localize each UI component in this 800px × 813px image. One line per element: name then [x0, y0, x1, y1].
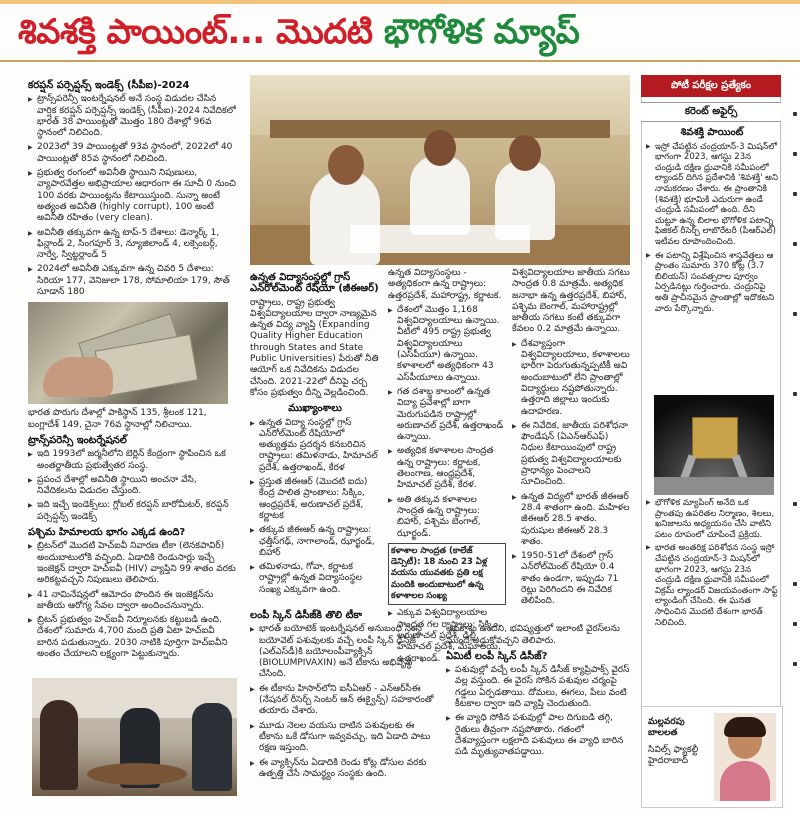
hiv-point-3: ▶ బ్రిటన్ ప్రభుత్వం హెచ్ఐవీ నిర్మూలనకు కట్టుబడి ఉంది. దేశంలో సుమారు 4,700 మంది ప్రతి ఏటా హెచ్ఐవీ బారిన పడుతున్నారు. 2030 నాటికి పూర్తిగా హెచ్ఐవీని అంతం చేయాలని లక్ష్యంగా పెట్టుకున్నారు.	[28, 615, 238, 660]
lumpy-point-3: ▶ మూడు నెలల వయసు దాటిన పశువులకు ఈ టీకాను ఒకే డోసుగా ఇవ్వవచ్చు. ఇది ఏడాది పాటు రక్షణ ఇస్తుంది.	[250, 721, 438, 755]
ger-point-2: ▶ ప్రస్తుత జీఈఆర్ (మొదటి ఐదు) కేంద్ర పాలిత ప్రాంతాలు: సిక్కిం, ఆంధ్రప్రదేశ్, అరుణాచల్ ప్రదేశ్, కర్ణాటక	[250, 477, 380, 522]
ti-point-1: ▶ ఇది 1993లో జర్మనీలోని బెర్లిన్ కేంద్రంగా స్థాపించిన ఒక అంతర్జాతీయ ప్రభుత్వేతర సంస్థ.	[28, 449, 238, 472]
heading-cpi: కరప్షన్ పర్సెప్షన్స్ ఇండెక్స్ (సీపీఐ)-2024	[28, 80, 190, 91]
heading-ger: ఉన్నత విద్యాసంస్థల్లో గ్రాస్ ఎన్‌రోల్‌మెంట్ రేషియో (జీఈఆర్)	[250, 272, 379, 295]
lumpy-continued: అవకాశం ఉందని, భవిష్యత్తులో ఇలాంటి వైరస్‌లను ముందే అడ్డుకోవచ్చని తెలిపారు.	[446, 624, 620, 646]
cpi-point-3: ▶ ప్రభుత్వ రంగంలో అవినీతి స్థాయిని నిపుణులు, వ్యాపారవేత్తల అభిప్రాయాల ఆధారంగా ఈ సూచీ 0 నుంచి 100 వరకు పాయింట్లను కేటాయిస్తుంది. సున్నా అంటే అత్యంత అవినీతి (highly corrupt), 100 అంటే అవినీతి రహితం (very clean).	[28, 168, 238, 224]
col4-point-6: విశ్వవిద్యాలయాల జాతీయ సగటు సాంద్రత 0.8 మాత్రమే. అత్యధిక జనాభా ఉన్న ఉత్తరప్రదేశ్, బిహార్, పశ్చిమ బెంగాల్, మహారాష్ట్రల్లో జాతీయ సగటు కంటే తక్కువగా కేవలం 0.2 మాత్రమే ఉన్నాయి.	[512, 268, 630, 335]
shivashakti-point-4: ▶ భారత అంతరిక్ష పరిశోధన సంస్థ ఇస్రో చేపట్టిన చంద్రయాన్-3 మిషన్‌లో భాగంగా 2023, ఆగస్టు 23న చంద్రుడి దక్షిణ ధ్రువానికి సమీపంలో విక్రమ్ ల్యాండర్ విజయవంతంగా సాఫ్ట్ ల్యాండింగ్ చేసింది. ఈ ఘనత సాధించిన మొదటి దేశంగా భారత్ నిలిచింది.	[646, 543, 778, 628]
lumpy-info-1: ▶ పశువుల్లో వచ్చే లంపీ స్కిన్ డిసీజ్ క్యాప్రిపాక్స్ వైరస్ వల్ల వస్తుంది. ఈ వైరస్ సోకిన పశువుల చర్మంపై గడ్డలు ఏర్పడతాయి. దోమలు, ఈగలు, పేలు వంటి కీటకాల ద్వారా ఇది వ్యాప్తి చెందుతుంది.	[446, 665, 630, 710]
col4-point-9: ▶ ఉన్నత విద్యలో భారత్ జీఈఆర్ 28.4 శాతంగా ఉంది. మహిళల జీఈఆర్ 28.5 శాతం. పురుషుల జీఈఆర్ 28.3 శాతం.	[512, 492, 630, 548]
ger-intro: రాష్ట్రాలు, రాష్ట్ర ప్రభుత్వ విశ్వవిద్యాలయాల ద్వారా నాణ్యమైన ఉన్నత విద్య వ్యాప్తి (Expanding Quality Higher Education through States and State Public Universities) పేరుతో నీతి ఆయోగ్ ఒక నివేదికను విడుదల చేసింది. 2021-22లో దీనిపై చర్చ కోసం ప్రభుత్వం దీన్ని వెల్లడించింది.	[250, 297, 379, 398]
shivashakti-point-1: ▶ ఇస్రో చేపట్టిన చంద్రయాన్-3 మిషన్‌లో భాగంగా 2023, ఆగస్టు 23న చంద్రుడి దక్షిణ ధ్రువానికి సమీపంలో ల్యాండర్ దిగిన ప్రదేశానికి 'శివశక్తి' అని నామకరణం చేశారు. ఈ ప్రాంతానికి (శివశక్తి) భూమికి ఎదురుగా ఉండే చంద్రుడి సమీపంలో ఉంది. దీని చుట్టూ ఉన్న బిలాల భౌగోళిక పటాన్ని ఫిజికల్ రీసెర్చ్ లాబొరేటరీ (పీఆర్ఎల్) ఇటీవల రూపొందించింది.	[646, 142, 778, 248]
meeting-photo	[32, 678, 237, 796]
ti-point-2: ▶ ప్రపంచ దేశాల్లో అవినీతి స్థాయిని అంచనా వేసి, నివేదికలను విడుదల చేస్తుంది.	[28, 475, 238, 498]
headline-part-green: భౌగోళిక మ్యాప్	[383, 12, 580, 52]
ger-point-1: ▶ ఉన్నత విద్యా సంస్థల్లో గ్రాస్ ఎన్‌రోల్‌మెంట్ రేషియోలో అత్యుత్తమ ప్రదర్శన కనబరిచిన రాష్ట్రాలు: తమిళనాడు, హిమాచల్ ప్రదేశ్, ఉత్తరాఖండ్, కేరళ	[250, 418, 380, 474]
col4-point-10: ▶ 1950-51లో దేశంలో గ్రాస్ ఎన్‌రోల్‌మెంట్ రేషియో 0.4 శాతం ఉండగా, ఇప్పుడు 71 రెట్లు పెరిగిందని ఈ నివేదిక తెలిపింది.	[512, 551, 630, 607]
ti-point-3: ▶ ఇది ఇచ్చే ఇండెక్స్‌లు: గ్లోబల్ కరప్షన్ బారోమీటర్, కరప్షన్ పర్సెప్షన్స్ ఇండెక్స్	[28, 500, 238, 523]
top-color-band	[0, 0, 800, 4]
cpi-point-4: ▶ అవినీతి తక్కువగా ఉన్న టాప్-5 దేశాలు: డెన్మార్క్ 1, ఫిన్లాండ్ 2, సింగపూర్ 3, న్యూజిలాండ్ 4, లక్సెంబర్గ్, నార్వే, స్విట్జర్లాండ్ 5	[28, 228, 238, 262]
heading-ti: ట్రాన్స్‌పరెన్సీ ఇంటర్నేషనల్	[28, 434, 127, 446]
heading-lumpy-vaccine: లంపీ స్కిన్ డిసీజ్‌కి తొలి టీకా	[250, 610, 362, 621]
lumpy-point-1: ▶ భారత్ బయోటెక్ ఇంటర్నేషనల్ అనుబంధ సంస్థ బయోవెట్ పశువులకు వచ్చే లంపీ స్కిన్ డిసీజ్ (ఎల్ఎస్‌డీ)కి బయోలంపీవ్యాక్సిన్ (BIOLUMPIVAXIN) అనే టీకాను అభివృద్ధి చేసింది.	[250, 624, 438, 680]
author-photo	[714, 713, 776, 801]
col3-point-1: ▶ దేశంలో మొత్తం 1,168 విశ్వవిద్యాలయాలు ఉన్నాయి. వీటిలో 495 రాష్ట్ర ప్రభుత్వ విశ్వవిద్యాలయాలు (ఎస్‌పీయూ) ఉన్నాయి. కళాశాలలో అత్యధికంగా 43 ఎస్‌పీయూలు ఉన్నాయి.	[388, 305, 506, 384]
heading-highlights: ముఖ్యాంశాలు	[288, 403, 342, 415]
author-place: హైదరాబాద్	[648, 756, 689, 766]
cpi-point-2: ▶ 2023లో 39 పాయింట్లతో 93వ స్థానంలో, 2022లో 40 పాయింట్లతో 85వ స్థానంలో నిలిచింది.	[28, 142, 238, 165]
headline-part-red: శివశక్తి పాయింట్... మొదటి	[18, 12, 384, 52]
heading-hiv: పశ్చిమ హిమాలయ భాగం ఎక్కడ ఉంది?	[28, 527, 186, 539]
page-headline	[18, 6, 798, 58]
ger-point-4: ▶ తమిళనాడు, గోవా, కర్ణాటక రాష్ట్రాల్లో ఉన్నత విద్యాసంస్థల సంఖ్య ఎక్కువగా ఉంది.	[250, 562, 380, 596]
shivashakti-point-2: ▶ ఈ పటాన్ని విశ్లేషించిన శాస్త్రవేత్తలు ఆ ప్రాంతం సుమారు 370 కోట్ల (3.7 బిలియన్) సంవత్సరాల పూర్వం ఏర్పడినట్లు గుర్తించారు. చంద్రునిపై అతి ప్రాచీనమైన ప్రాంతాల్లో ఇదొకటని వారు పేర్కొన్నారు.	[646, 251, 778, 315]
lumpy-point-4: ▶ ఈ వ్యాక్సిన్‌ను ఏడాదికి రెండు కోట్ల డోసుల వరకు ఉత్పత్తి చేసే సామర్థ్యం సంస్థకు ఉంది.	[250, 758, 438, 781]
lumpy-point-2: ▶ ఈ టీకాను హిసార్‌లోని ఐసీఏఆర్ - ఎన్ఆర్‌సీఈ (నేషనల్ రీసెర్చ్ సెంటర్ ఆన్ ఈక్వైన్స్) సహకారంతో తయారు చేశారు.	[250, 684, 438, 718]
author-box	[641, 706, 783, 808]
hiv-point-1: ▶ బ్రిటన్‌లో మొదటి హెచ్ఐవీ నివారణ టీకా (లెనకపావిర్) అందుబాటులోకి వచ్చింది. ఏడాదికి రెండుసార్లు ఇచ్చే ఇంజెక్షన్ ద్వారా హెచ్ఐవీ (HIV) వ్యాప్తిని 99 శాతం వరకు అరికట్టవచ్చని నిపుణులు తెలిపారు.	[28, 541, 238, 586]
shivashakti-point-3: ▶ భౌగోళిక మ్యాపింగ్ అనేది ఒక ప్రాంతపు ఉపరితల నిర్మాణం, శిలలు, ఖనిజాలను అధ్యయనం చేసి వాటిని పటం రూపంలో చూపించే ప్రక్రియ.	[646, 498, 778, 540]
col3-point-2: ▶ గత దశాబ్ద కాలంలో ఉన్నత విద్యా ప్రవేశాల్లో బాగా మెరుగుపడిన రాష్ట్రాల్లో అరుణాచల్ ప్రదేశ్, ఉత్తరాఖండ్ ఉన్నాయి.	[388, 387, 506, 443]
cpi-point-1: ▶ ట్రాన్స్‌పరెన్సీ ఇంటర్నేషనల్ అనే సంస్థ విడుదల చేసిన వార్షిక కరప్షన్ పర్సెప్షన్స్ ఇండెక్స్ (సీపీఐ)-2024 నివేదికలో భారత్ 38 పాయింట్లతో మొత్తం 180 దేశాల్లో 96వ స్థానంలో నిలిచింది.	[28, 94, 238, 139]
col4-point-7: ▶ దేశవ్యాప్తంగా విశ్వవిద్యాలయాలు, కళాశాలలు భారీగా పెరుగుతున్నప్పటికీ అవి అందుబాటులో లేని ప్రాంతాల్లో విద్యార్థులు నష్టపోతున్నారు. ఉత్తరాది జిల్లాలు ఇందుకు ఉదాహరణ.	[512, 339, 630, 418]
col4-point-8: ▶ ఈ నివేదిక, జాతీయ పరిశోధనా ఫౌండేషన్ (ఏఎన్ఆర్ఎఫ్) నిధుల కేటాయింపులో రాష్ట్ర ప్రభుత్వ విశ్వవిద్యాలయాలకు ప్రాధాన్యం పెంచాలని సూచించింది.	[512, 421, 630, 489]
density-box: కళాశాల సాంద్రత (కాలేజ్ డెన్సిటీ): 18 నుంచి 23 ఏళ్ల వయసు యువతకు ప్రతి లక్ష మందికి అందుబాటులో ఉన్న కళాశాలల సంఖ్య	[388, 543, 506, 605]
classroom-photo	[250, 75, 630, 265]
lumpy-info-2: ▶ ఈ వ్యాధి సోకిన పశువుల్లో పాల దిగుబడి తగ్గి, రైతులు తీవ్రంగా నష్టపోతారు. గతంలో దేశవ్యాప్తంగా లక్షలాది పశువులు ఈ వ్యాధి బారిన పడి మృత్యువాతపడ్డాయి.	[446, 713, 630, 758]
headline-rule	[0, 60, 800, 62]
right-panel-text-bottom	[646, 498, 778, 703]
exam-special-tag: పోటీ పరీక్షల ప్రత్యేకం	[641, 75, 781, 97]
author-name: మల్లవరపు బాలలత	[648, 717, 685, 738]
money-photo	[28, 302, 228, 404]
right-panel-text-top	[646, 124, 778, 394]
hiv-point-2: ▶ 41 నామినేషన్లలో ఆమోదం పొందిన ఈ ఇంజెక్షన్‌ను జాతీయ ఆరోగ్య సేవల ద్వారా అందించనున్నారు.	[28, 590, 238, 613]
col3-point-5: ▶ ఎక్కువ విశ్వవిద్యాలయాల సాంద్రత గల రాష్ట్రాలు: సిక్కిం, అరుణాచల్ ప్రదేశ్, ఢిల్లీ, హిమాచల్ ప్రదేశ్, మేఘాలయ, ఉత్తరాఖండ్.	[388, 608, 506, 664]
right-edge-strip	[790, 62, 800, 812]
col3-point-4: ▶ అతి తక్కువ కళాశాలల సాంద్రత ఉన్న రాష్ట్రాలు: బిహార్, పశ్చిమ బెంగాల్, ఝార్ఖండ్.	[388, 495, 506, 540]
cpi-point-5: ▶ 2024లో అవినీతి ఎక్కువగా ఉన్న చివరి 5 దేశాలు: సిరియా 177, వెనిజులా 178, సోమాలియా 179, సౌత్ సూడాన్ 180	[28, 264, 238, 298]
heading-shivashakti: శివశక్తి పాయింట్	[680, 127, 744, 138]
ger-point-3: ▶ తక్కువ జీఈఆర్ ఉన్న రాష్ట్రాలు: ఛత్తీస్‌గఢ్, నాగాలాండ్, ఝార్ఖండ్, బిహార్	[250, 525, 380, 559]
neighbors-text: భారత పొరుగు దేశాల్లో పాకిస్థాన్ 135, శ్రీలంక 121, బంగ్లాదేశ్ 149, చైనా 76వ స్థానాల్లో నిలిచాయి.	[28, 408, 207, 430]
col3-intro: ఉన్నత విద్యాసంస్థలు - అత్యధికంగా ఉన్న రాష్ట్రాలు: ఉత్తరప్రదేశ్, మహారాష్ట్ర, కర్ణాటక.	[388, 268, 502, 301]
heading-what-is-lumpy: ఏమిటీ లంపీ స్కిన్ డిసీజ్?	[446, 650, 548, 662]
author-role: సివిల్స్ ఫ్యాకల్టీ	[648, 745, 699, 755]
column-4	[512, 268, 630, 607]
current-affairs-tag: కరెంట్ అఫైర్స్	[641, 102, 781, 122]
lander-photo	[654, 395, 774, 495]
col3-point-3: ▶ అత్యధిక కళాశాలల సాంద్రత ఉన్న రాష్ట్రాలు: కర్ణాటక, తెలంగాణ, ఆంధ్రప్రదేశ్, హిమాచల్ ప్రదేశ్, కేరళ.	[388, 446, 506, 491]
